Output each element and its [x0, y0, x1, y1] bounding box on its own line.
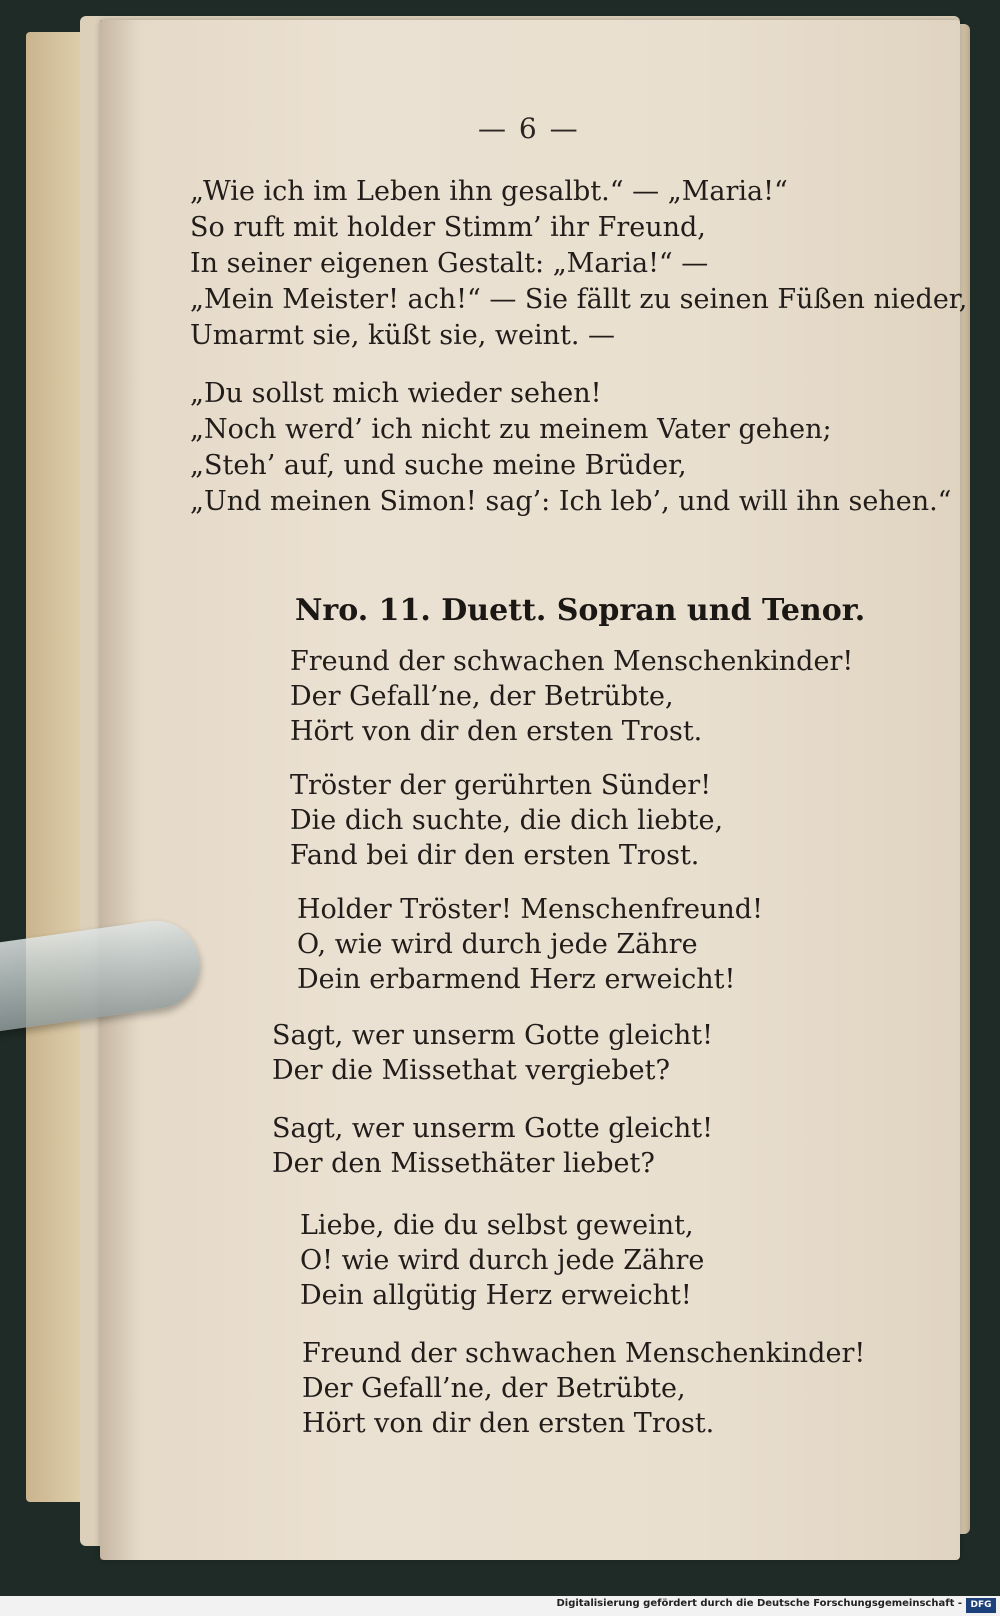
- footer-bar: [0, 1596, 1000, 1616]
- verse-line: Fand bei dir den ersten Trost.: [290, 840, 700, 871]
- verse-line: Die dich suchte, die dich liebte,: [290, 805, 724, 836]
- verse-line: „Noch werd’ ich nicht zu meinem Vater gehen;: [190, 414, 832, 445]
- verse-line: Der die Missethat vergiebet?: [272, 1055, 670, 1086]
- verse-line: „Mein Meister! ach!“ — Sie fällt zu seinen Füßen nieder,: [190, 284, 968, 315]
- verse-line: Der Gefall’ne, der Betrübte,: [302, 1373, 686, 1404]
- verse-line: Hört von dir den ersten Trost.: [290, 716, 703, 747]
- page-number: — 6 —: [478, 112, 580, 145]
- verse-line: O! wie wird durch jede Zähre: [300, 1245, 705, 1276]
- verse-line: Tröster der gerührten Sünder!: [290, 770, 712, 801]
- verse-line: Freund der schwachen Menschenkinder!: [302, 1338, 866, 1369]
- verse-line: O, wie wird durch jede Zähre: [297, 929, 698, 960]
- verse-line: Sagt, wer unserm Gotte gleicht!: [272, 1020, 714, 1051]
- verse-line: Hört von dir den ersten Trost.: [302, 1408, 715, 1439]
- verse-line: Umarmt sie, küßt sie, weint. —: [190, 320, 616, 351]
- verse-line: Dein erbarmend Herz erweicht!: [297, 964, 736, 995]
- verse-line: „Und meinen Simon! sag’: Ich leb’, und will ihn sehen.“: [190, 486, 952, 517]
- section-heading: Nro. 11. Duett. Sopran und Tenor.: [295, 593, 866, 628]
- verse-line: Holder Tröster! Menschenfreund!: [297, 894, 763, 925]
- verse-line: Der den Missethäter liebet?: [272, 1148, 655, 1179]
- verse-line: So ruft mit holder Stimm’ ihr Freund,: [190, 212, 706, 243]
- gutter-shadow: [100, 20, 140, 1560]
- verse-line: Sagt, wer unserm Gotte gleicht!: [272, 1113, 714, 1144]
- footer-credit: Digitalisierung gefördert durch die Deutsche Forschungsgemeinschaft -: [556, 1598, 962, 1609]
- verse-line: In seiner eigenen Gestalt: „Maria!“ —: [190, 248, 709, 279]
- verse-line: Dein allgütig Herz erweicht!: [300, 1280, 692, 1311]
- verse-line: „Du sollst mich wieder sehen!: [190, 378, 602, 409]
- dfg-logo: DFG: [966, 1598, 996, 1613]
- verse-line: „Wie ich im Leben ihn gesalbt.“ — „Maria!“: [190, 176, 788, 207]
- verse-line: „Steh’ auf, und suche meine Brüder,: [190, 450, 687, 481]
- verse-line: Liebe, die du selbst geweint,: [300, 1210, 694, 1241]
- verse-line: Freund der schwachen Menschenkinder!: [290, 646, 854, 677]
- verse-line: Der Gefall’ne, der Betrübte,: [290, 681, 674, 712]
